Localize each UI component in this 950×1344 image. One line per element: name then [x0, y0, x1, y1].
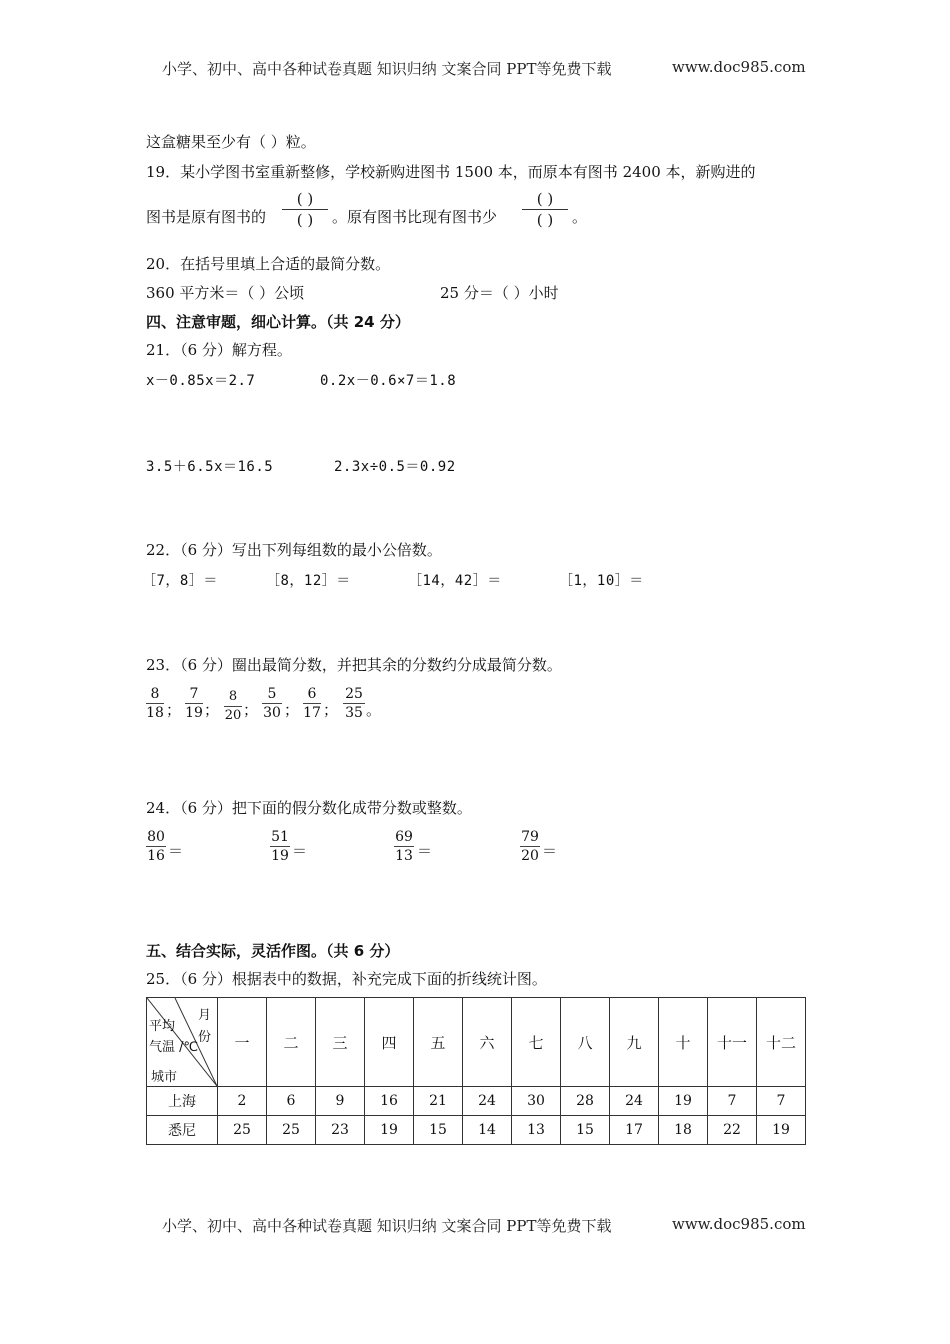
q23-fraction[interactable] — [343, 686, 365, 721]
q24-fraction[interactable] — [146, 829, 166, 864]
month-header: 十二 — [757, 998, 806, 1087]
page-header-url[interactable]: www.doc985.com — [672, 58, 806, 76]
denominator: 20 — [521, 848, 539, 864]
month-header: 十 — [659, 998, 708, 1087]
q23-fraction[interactable] — [262, 686, 282, 721]
table-diagonal-header — [147, 998, 218, 1087]
section-5-heading: 五、结合实际，灵活作图。（共 6 分） — [146, 942, 400, 960]
diag-label-month-2: 份 — [197, 1030, 211, 1045]
separator: ； — [204, 701, 220, 719]
blank-denominator: ( ) — [296, 211, 314, 229]
numerator: 5 — [267, 686, 277, 702]
denominator: 19 — [185, 705, 203, 721]
q24-fraction[interactable] — [520, 829, 540, 864]
numerator: 8 — [228, 689, 238, 704]
denominator: 17 — [303, 705, 321, 721]
page-footer-text: 小学、初中、高中各种试卷真题 知识归纳 文案合同 PPT等免费下载 — [162, 1217, 612, 1235]
numerator: 69 — [395, 829, 413, 845]
table-cell: 14 — [463, 1116, 512, 1145]
numerator: 51 — [271, 829, 289, 845]
table-row-sydney — [147, 1116, 806, 1145]
table-row-shanghai — [147, 1087, 806, 1116]
q24-fraction[interactable] — [394, 829, 414, 864]
table-cell: 16 — [365, 1087, 414, 1116]
equals-sign: ＝ — [168, 842, 184, 860]
diag-label-month: 月 — [197, 1008, 211, 1023]
month-header: 五 — [414, 998, 463, 1087]
table-cell: 9 — [316, 1087, 365, 1116]
separator: ； — [243, 701, 259, 719]
month-header: 一 — [218, 998, 267, 1087]
q23-fraction[interactable] — [303, 686, 321, 721]
table-cell: 19 — [365, 1116, 414, 1145]
denominator: 35 — [345, 705, 363, 721]
numerator: 8 — [150, 686, 160, 702]
q19-blank-fraction-2[interactable] — [520, 190, 570, 229]
q22-lcm-item: ［8，12］＝ — [266, 573, 351, 589]
q24-fraction[interactable] — [270, 829, 290, 864]
table-cell: 24 — [463, 1087, 512, 1116]
table-cell: 24 — [610, 1087, 659, 1116]
city-name: 悉尼 — [147, 1116, 218, 1145]
blank-numerator: ( ) — [536, 190, 554, 208]
table-cell: 25 — [267, 1116, 316, 1145]
q22-title: 22．（6 分）写出下列每组数的最小公倍数。 — [146, 541, 442, 559]
table-cell: 22 — [708, 1116, 757, 1145]
q22-lcm-item: ［7，8］＝ — [142, 573, 218, 589]
q19-blank-fraction-1[interactable] — [280, 190, 330, 229]
q23-title: 23．（6 分）圈出最简分数，并把其余的分数约分成最简分数。 — [146, 656, 562, 674]
table-cell: 23 — [316, 1116, 365, 1145]
q21-title: 21．（6 分）解方程。 — [146, 341, 292, 359]
equals-sign: ＝ — [292, 842, 308, 860]
diag-label-temp: 气温 /℃ — [149, 1040, 199, 1055]
table-cell: 2 — [218, 1087, 267, 1116]
table-cell: 19 — [757, 1116, 806, 1145]
section-4-heading: 四、注意审题，细心计算。（共 24 分） — [146, 313, 410, 331]
separator: ； — [166, 701, 182, 719]
q19-part-a: 图书是原有图书的 — [146, 208, 267, 226]
denominator: 20 — [224, 708, 242, 723]
table-cell: 6 — [267, 1087, 316, 1116]
month-header: 四 — [365, 998, 414, 1087]
q19-part-c: 。 — [572, 208, 588, 226]
table-cell: 17 — [610, 1116, 659, 1145]
q24-title: 24．（6 分）把下面的假分数化成带分数或整数。 — [146, 799, 472, 817]
numerator: 25 — [345, 686, 363, 702]
month-header: 七 — [512, 998, 561, 1087]
q20-item-1: 360 平方米＝（ ）公顷 — [146, 284, 305, 302]
q19-line1: 19．某小学图书室重新整修，学校新购进图书 1500 本，而原本有图书 2400 本，新购进的 — [146, 163, 756, 181]
table-cell: 15 — [414, 1116, 463, 1145]
denominator: 19 — [271, 848, 289, 864]
page-footer-url[interactable]: www.doc985.com — [672, 1215, 806, 1233]
diag-label-avg: 平均 — [149, 1019, 176, 1034]
table-cell: 18 — [659, 1116, 708, 1145]
numerator: 80 — [147, 829, 165, 845]
numerator: 6 — [307, 686, 317, 702]
table-cell: 19 — [659, 1087, 708, 1116]
table-cell: 13 — [512, 1116, 561, 1145]
q21-equation-1: x－0.85x＝2.7 — [146, 373, 256, 389]
separator: ； — [323, 701, 339, 719]
month-header: 二 — [267, 998, 316, 1087]
temperature-table — [146, 997, 806, 1145]
q25-title: 25．（6 分）根据表中的数据，补充完成下面的折线统计图。 — [146, 970, 547, 988]
month-header: 九 — [610, 998, 659, 1087]
denominator: 30 — [263, 705, 281, 721]
diag-label-city: 城市 — [151, 1070, 178, 1085]
blank-numerator: ( ) — [296, 190, 314, 208]
q23-fraction[interactable] — [185, 686, 203, 721]
month-header: 八 — [561, 998, 610, 1087]
denominator: 13 — [395, 848, 413, 864]
denominator: 18 — [146, 705, 164, 721]
q23-fraction[interactable] — [146, 686, 164, 721]
equals-sign: ＝ — [417, 842, 433, 860]
separator: ； — [284, 701, 300, 719]
q22-lcm-item: ［1，10］＝ — [559, 573, 644, 589]
q18-tail: 这盒糖果至少有（ ）粒。 — [146, 133, 316, 151]
numerator: 79 — [521, 829, 539, 845]
table-cell: 28 — [561, 1087, 610, 1116]
equals-sign: ＝ — [542, 842, 558, 860]
q21-equation-2: 0.2x－0.6×7＝1.8 — [320, 373, 457, 389]
end-mark: 。 — [366, 701, 382, 719]
numerator: 7 — [189, 686, 199, 702]
month-header: 十一 — [708, 998, 757, 1087]
q21-equation-3: 3.5＋6.5x＝16.5 — [146, 459, 274, 475]
table-cell: 15 — [561, 1116, 610, 1145]
table-cell: 7 — [757, 1087, 806, 1116]
city-name: 上海 — [147, 1087, 218, 1116]
q21-equation-4: 2.3x÷0.5＝0.92 — [334, 459, 456, 475]
table-cell: 30 — [512, 1087, 561, 1116]
table-cell: 7 — [708, 1087, 757, 1116]
table-header-row — [147, 998, 806, 1087]
q20-item-2: 25 分＝（ ）小时 — [440, 284, 559, 302]
month-header: 六 — [463, 998, 512, 1087]
table-cell: 25 — [218, 1116, 267, 1145]
q22-lcm-item: ［14，42］＝ — [408, 573, 502, 589]
q20-title: 20．在括号里填上合适的最简分数。 — [146, 255, 391, 273]
q19-part-b: 。原有图书比现有图书少 — [332, 208, 498, 226]
blank-denominator: ( ) — [536, 211, 554, 229]
month-header: 三 — [316, 998, 365, 1087]
table-cell: 21 — [414, 1087, 463, 1116]
page-header-text: 小学、初中、高中各种试卷真题 知识归纳 文案合同 PPT等免费下载 — [162, 60, 612, 78]
q23-fraction[interactable] — [224, 689, 242, 724]
denominator: 16 — [147, 848, 165, 864]
